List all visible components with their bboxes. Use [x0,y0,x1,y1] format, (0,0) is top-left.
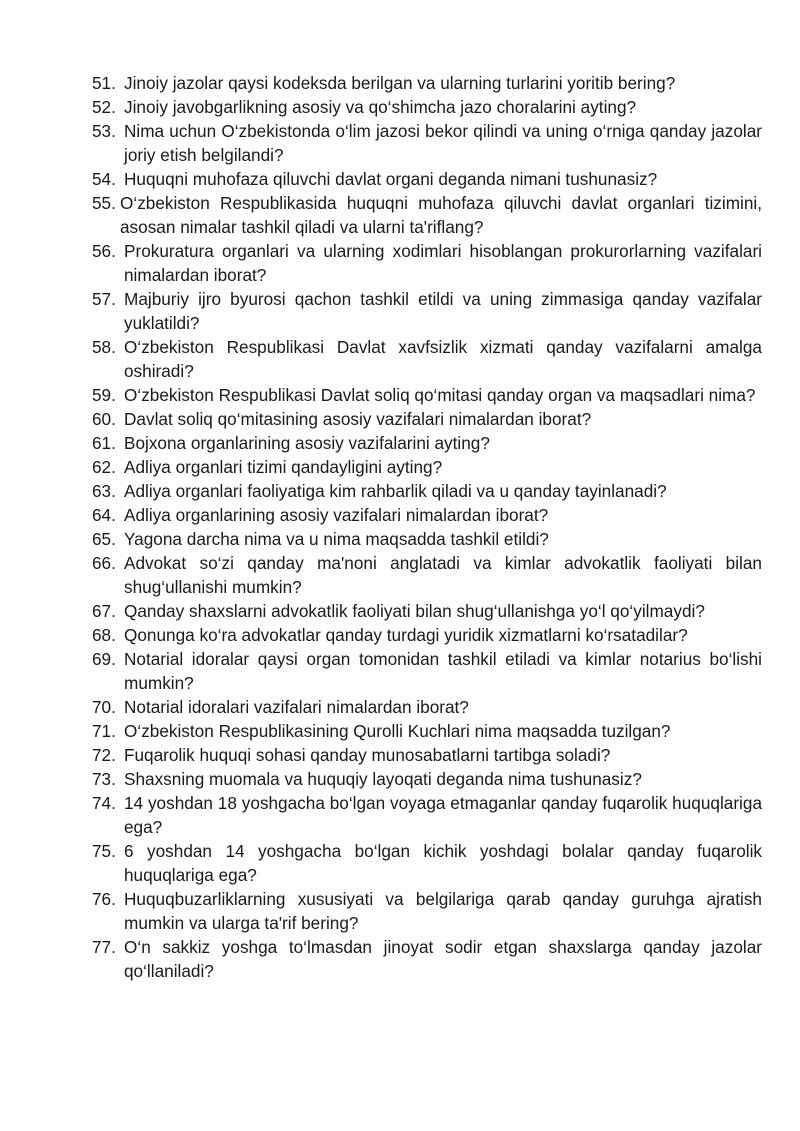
item-text: Qanday shaxslarni advokatlik faoliyati bilan shug‘ullanishga yo‘l qo‘yilmaydi? [124,601,705,621]
list-item [92,599,762,623]
item-number: 64. [92,505,116,525]
item-text: Majburiy ijro byurosi qachon tashkil etildi va uning zimmasiga qanday vazifalar yuklatildi? [124,289,762,333]
item-text: Notarial idoralari vazifalari nimalardan iborat? [124,697,469,717]
item-number: 73. [92,769,116,789]
item-text: Davlat soliq qo‘mitasining asosiy vazifalari nimalardan iborat? [124,409,592,429]
list-item [92,455,762,479]
item-number: 57. [92,289,116,309]
list-item [92,287,762,335]
question-list [92,71,762,983]
item-number: 70. [92,697,116,717]
list-item [92,647,762,695]
item-text: O‘zbekiston Respublikasi Davlat xavfsizlik xizmati qanday vazifalarni amalga oshiradi? [124,337,762,381]
list-item [92,335,762,383]
list-item [92,431,762,455]
item-number: 56. [92,241,116,261]
item-text: Adliya organlari faoliyatiga kim rahbarlik qiladi va u qanday tayinlanadi? [124,481,667,501]
item-number: 61. [92,433,116,453]
list-item [92,191,762,239]
item-number: 54. [92,169,116,189]
item-text: Bojxona organlarining asosiy vazifalarini ayting? [124,433,490,453]
item-number: 67. [92,601,116,621]
item-text: O‘zbekiston Respublikasining Qurolli Kuchlari nima maqsadda tuzilgan? [124,721,671,741]
item-text: Jinoiy javobgarlikning asosiy va qo‘shimcha jazo choralarini ayting? [124,97,637,117]
item-number: 71. [92,721,116,741]
item-text: Yagona darcha nima va u nima maqsadda tashkil etildi? [124,529,549,549]
item-number: 55. [92,193,116,213]
item-number: 69. [92,649,116,669]
item-text: 14 yoshdan 18 yoshgacha bo‘lgan voyaga etmaganlar qanday fuqarolik huquqlariga ega? [124,793,762,837]
item-number: 58. [92,337,116,357]
list-item [92,119,762,167]
item-text: Jinoiy jazolar qaysi kodeksda berilgan va ularning turlarini yoritib bering? [124,73,676,93]
item-number: 75. [92,841,116,861]
list-item [92,767,762,791]
list-item [92,383,762,407]
item-text: Adliya organlarining asosiy vazifalari nimalardan iborat? [124,505,549,525]
item-text: Adliya organlari tizimi qandayligini ayting? [124,457,443,477]
list-item [92,95,762,119]
item-number: 53. [92,121,116,141]
item-number: 62. [92,457,116,477]
item-text: Huquqni muhofaza qiluvchi davlat organi deganda nimani tushunasiz? [124,169,658,189]
item-number: 59. [92,385,116,405]
list-item [92,71,762,95]
list-item [92,695,762,719]
item-text: O‘n sakkiz yoshga to‘lmasdan jinoyat sodir etgan shaxslarga qanday jazolar qo‘llaniladi? [124,937,762,981]
item-text: 6 yoshdan 14 yoshgacha bo‘lgan kichik yoshdagi bolalar qanday fuqarolik huquqlariga ega? [124,841,762,885]
item-text: O‘zbekiston Respublikasida huquqni muhofaza qiluvchi davlat organlari tizimini, asosan nimalar tashkil qiladi va ularni ta'riflang? [120,193,762,237]
list-item [92,791,762,839]
item-number: 74. [92,793,116,813]
list-item [92,407,762,431]
list-item [92,551,762,599]
item-text: Fuqarolik huquqi sohasi qanday munosabatlarni tartibga soladi? [124,745,611,765]
list-item [92,887,762,935]
item-text: O‘zbekiston Respublikasi Davlat soliq qo‘mitasi qanday organ va maqsadlari nima? [124,385,756,405]
item-text: Advokat so‘zi qanday ma'noni anglatadi va kimlar advokatlik faoliyati bilan shug‘ullanishi mumkin? [124,553,762,597]
list-item [92,839,762,887]
list-item [92,743,762,767]
item-number: 68. [92,625,116,645]
item-text: Notarial idoralar qaysi organ tomonidan tashkil etiladi va kimlar notarius bo‘lishi mumkin? [124,649,762,693]
list-item [92,167,762,191]
item-number: 77. [92,937,116,957]
list-item [92,239,762,287]
item-number: 60. [92,409,116,429]
item-number: 66. [92,553,116,573]
list-item [92,479,762,503]
item-number: 65. [92,529,116,549]
item-number: 76. [92,889,116,909]
list-item [92,527,762,551]
item-number: 72. [92,745,116,765]
list-item [92,503,762,527]
item-text: Nima uchun O‘zbekistonda o‘lim jazosi bekor qilindi va uning o‘rniga qanday jazolar joriy etish belgilandi? [124,121,762,165]
list-item [92,935,762,983]
item-number: 63. [92,481,116,501]
item-number: 52. [92,97,116,117]
item-text: Prokuratura organlari va ularning xodimlari hisoblangan prokurorlarning vazifalari nimalardan iborat? [124,241,762,285]
item-text: Huquqbuzarliklarning xususiyati va belgilariga qarab qanday guruhga ajratish mumkin va ularga ta'rif bering? [124,889,762,933]
item-text: Shaxsning muomala va huquqiy layoqati deganda nima tushunasiz? [124,769,642,789]
item-number: 51. [92,73,116,93]
list-item [92,719,762,743]
item-text: Qonunga ko‘ra advokatlar qanday turdagi yuridik xizmatlarni ko‘rsatadilar? [124,625,688,645]
list-item [92,623,762,647]
